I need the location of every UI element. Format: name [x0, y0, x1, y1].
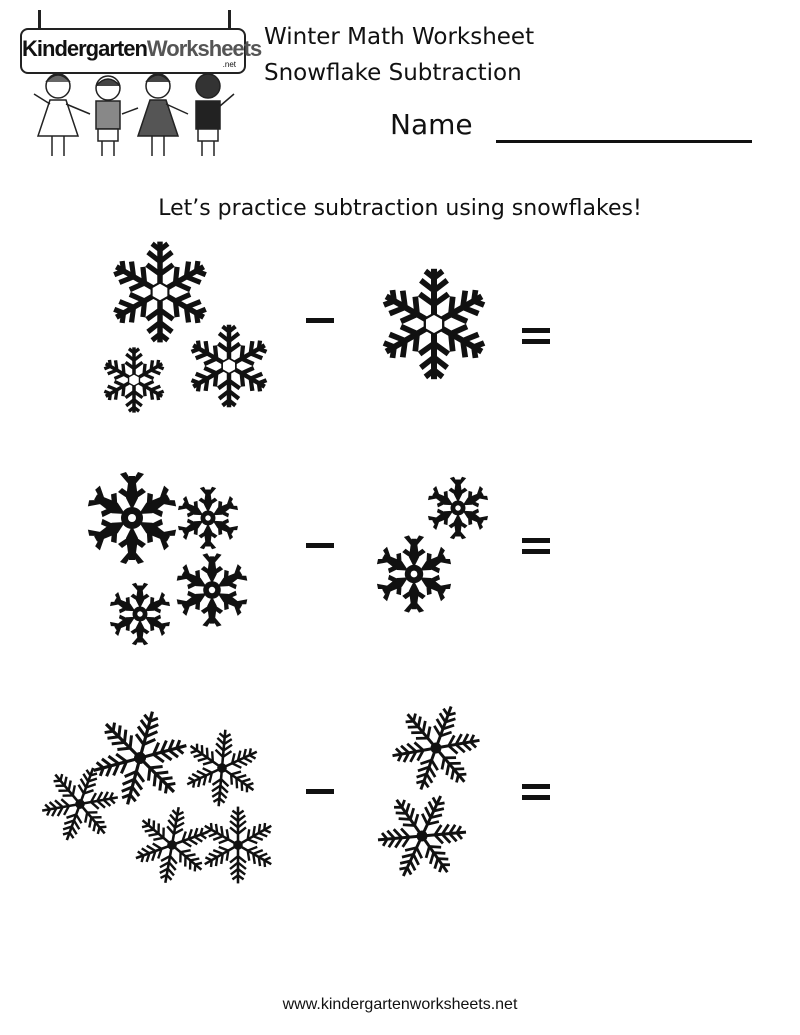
- snowflake-icon: [201, 807, 276, 884]
- instructions: Let’s practice subtraction using snowflakes!: [158, 196, 642, 221]
- snowflake-icon: [109, 242, 211, 343]
- equals-sign-top: [522, 538, 550, 543]
- snowflake-icon: [129, 801, 216, 890]
- snowflake-icon: [175, 553, 250, 627]
- snowflake-icon: [381, 692, 492, 804]
- snowflake-icon: [182, 726, 263, 809]
- footer-url[interactable]: www.kindergartenworksheets.net: [282, 996, 518, 1013]
- snowflake-icon: [187, 325, 271, 408]
- worksheet-title: Winter Math Worksheet: [264, 24, 535, 50]
- snowflake-icon: [85, 472, 179, 564]
- equals-sign-bottom: [522, 339, 550, 344]
- snowflake-icon: [32, 755, 128, 853]
- worksheet-subtitle: Snowflake Subtraction: [264, 60, 522, 86]
- equals-sign-bottom: [522, 795, 550, 800]
- minus-sign: [306, 543, 334, 548]
- snowflake-icon: [426, 477, 490, 540]
- snowflake-icon: [83, 700, 198, 817]
- kindergartenworksheets-logo: [18, 10, 262, 160]
- snowflake-icon: [375, 535, 454, 612]
- logo-text: KindergartenWorksheets: [22, 36, 262, 61]
- logo-net-suffix: .net: [222, 60, 236, 69]
- name-label: Name: [390, 108, 473, 141]
- answer-blank[interactable]: [570, 515, 720, 575]
- equals-sign-bottom: [522, 549, 550, 554]
- minus-sign: [306, 318, 334, 323]
- name-line[interactable]: [496, 140, 752, 143]
- snowflake-icon: [176, 487, 240, 550]
- answer-blank[interactable]: [570, 760, 720, 820]
- snowflake-icon: [378, 269, 490, 379]
- answer-blank[interactable]: [570, 300, 720, 360]
- snowflake-icon: [101, 347, 167, 412]
- equals-sign-top: [522, 784, 550, 789]
- snowflake-icon: [365, 778, 480, 894]
- snowflake-icon: [108, 583, 172, 646]
- kids-illustration: [28, 68, 238, 160]
- equals-sign-top: [522, 328, 550, 333]
- minus-sign: [306, 789, 334, 794]
